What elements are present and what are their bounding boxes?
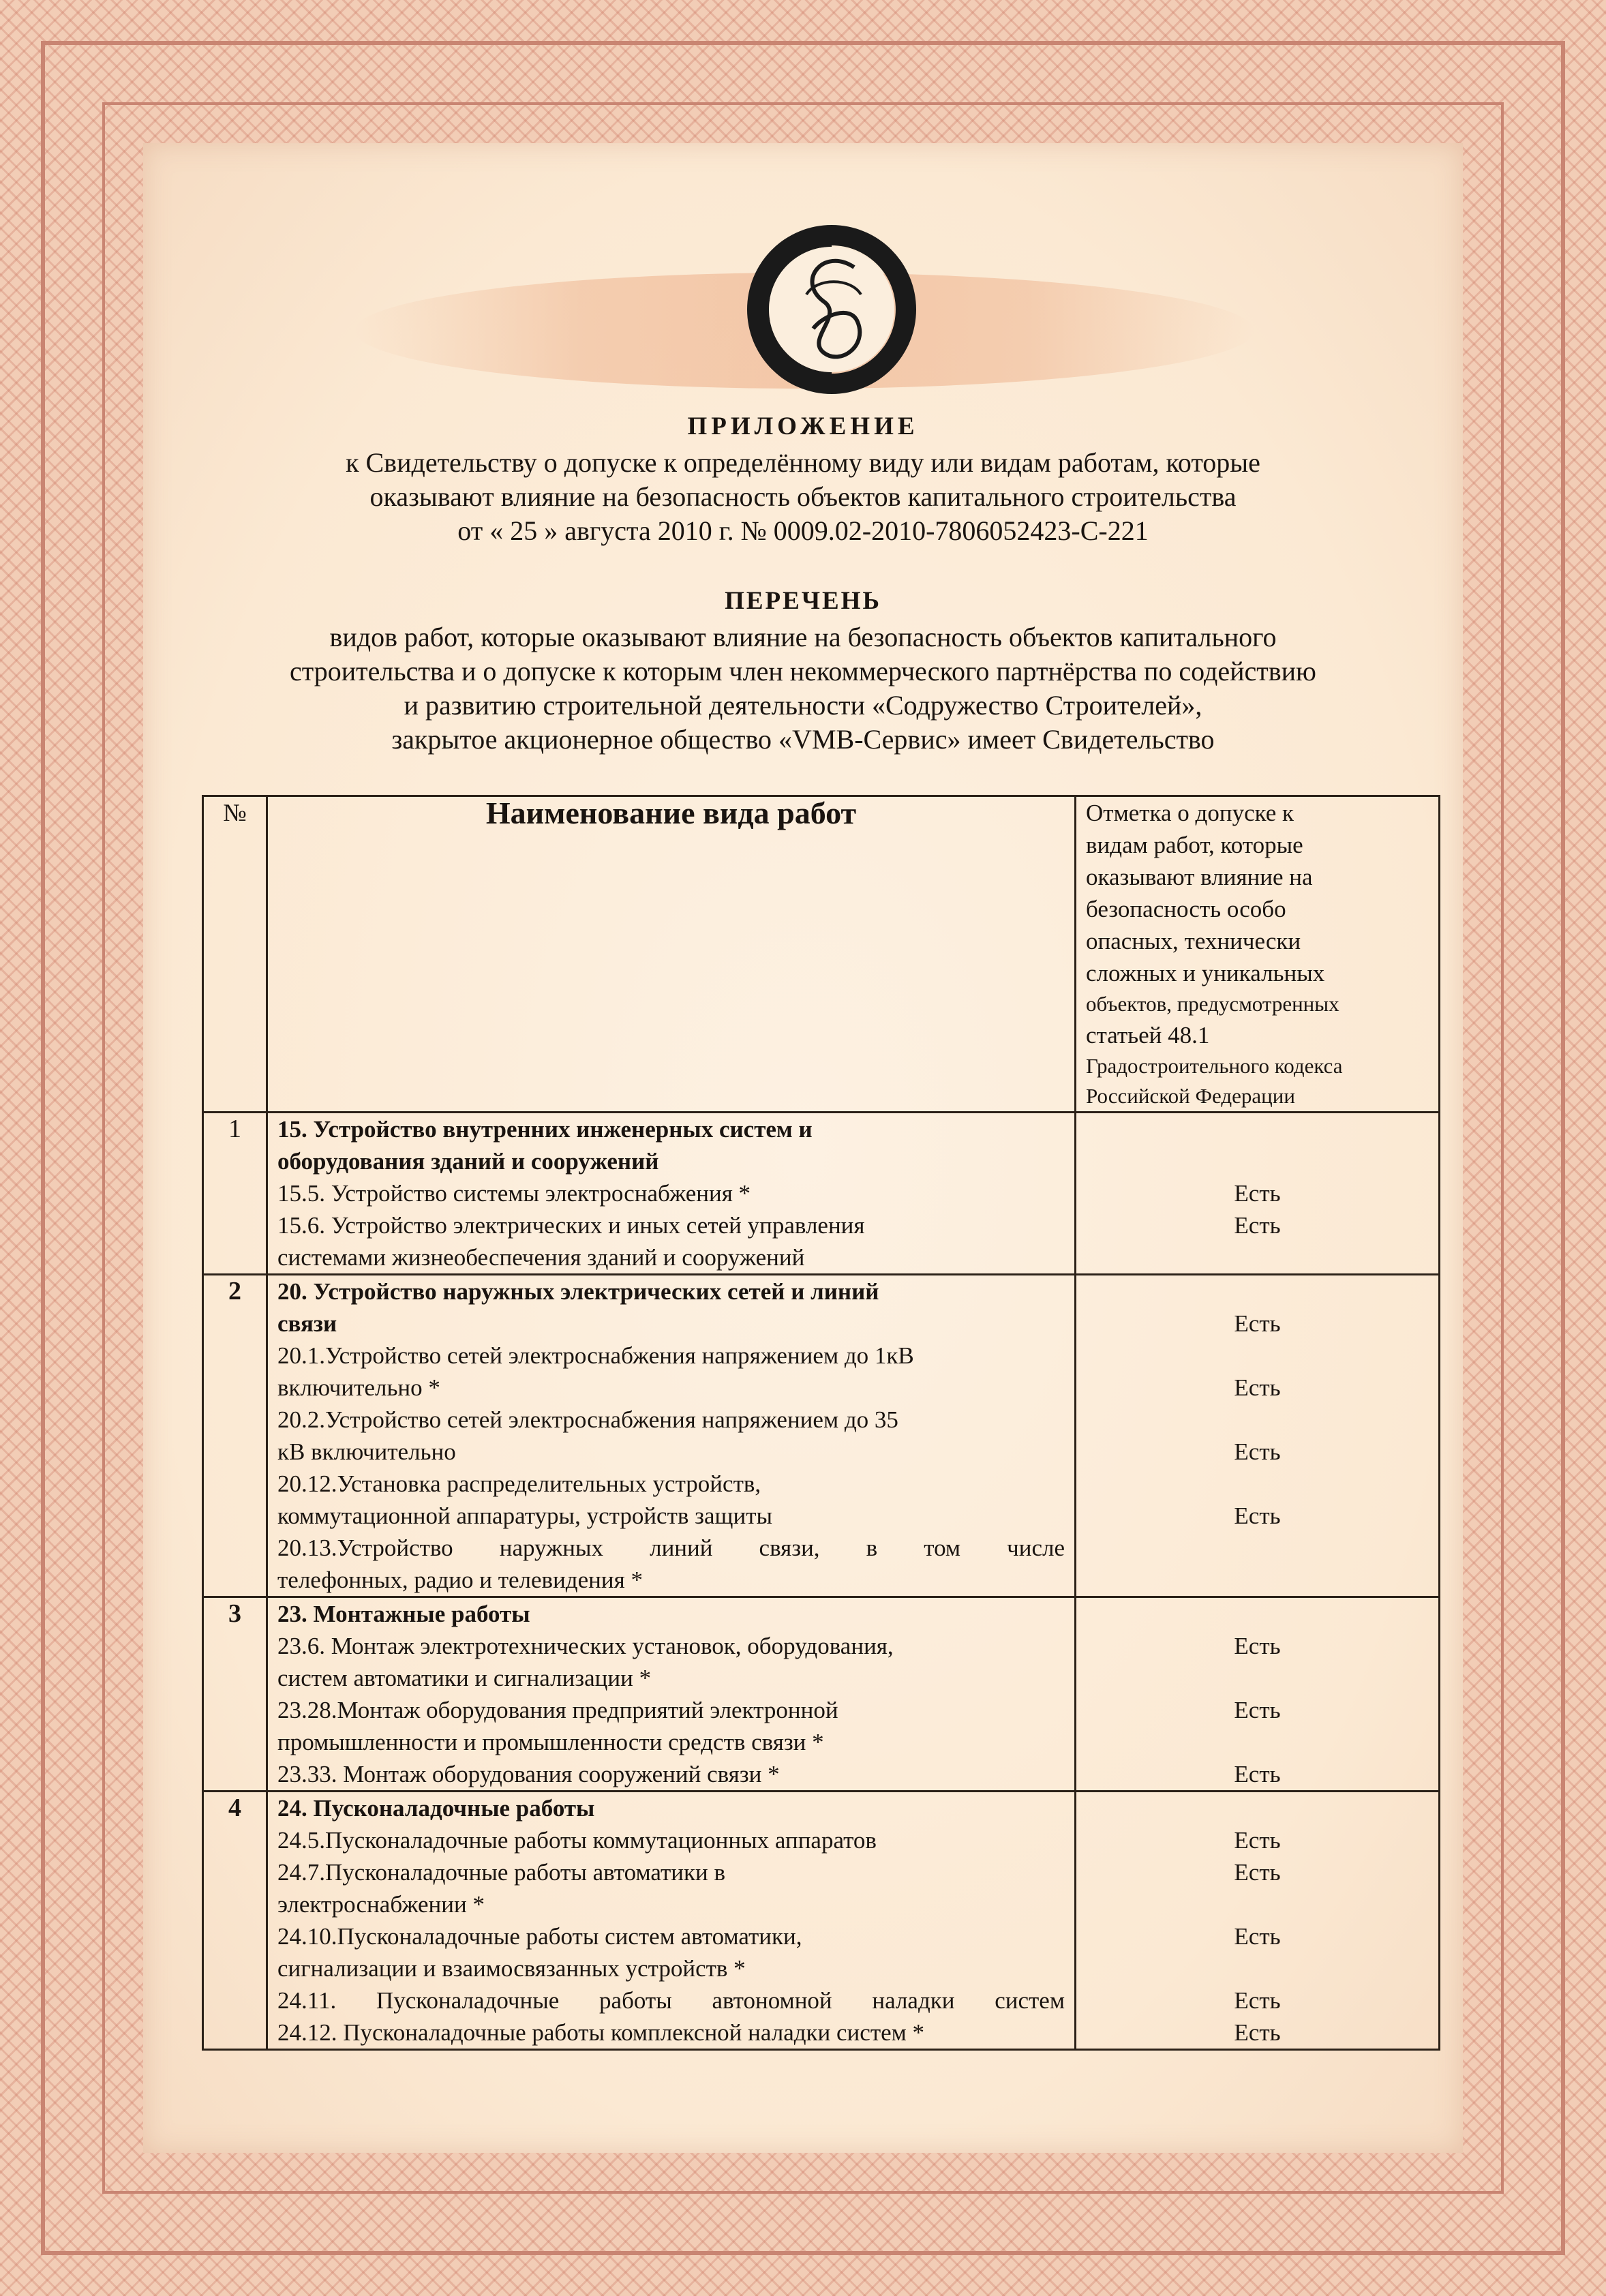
work-item: 24.5.Пусконаладочные работы коммутационных аппаратов xyxy=(277,1827,877,1854)
mark-header-line: Отметка о допуске к xyxy=(1086,800,1294,826)
work-item: включительно * xyxy=(277,1374,440,1401)
work-group-title: 20. Устройство наружных электрических сетей и линий xyxy=(277,1278,879,1305)
row-number: 2 xyxy=(203,1275,267,1597)
work-group-title: 24. Пусконаладочные работы xyxy=(277,1795,595,1822)
work-marks xyxy=(1076,1597,1440,1792)
work-group-title: 23. Монтажные работы xyxy=(277,1601,530,1627)
mark-value: Есть xyxy=(1234,1310,1281,1337)
mark-header-line: видам работ, которые xyxy=(1086,832,1303,858)
mark-value xyxy=(1086,1340,1429,1372)
subtitle-line: к Свидетельству о допуске к определённому виду или видам работам, которые xyxy=(346,447,1260,478)
list-line: закрытое акционерное общество «VMB-Сервис» имеет Свидетельство xyxy=(391,724,1215,755)
mark-value xyxy=(1086,1404,1429,1436)
work-description xyxy=(267,1597,1076,1792)
appendix-subtitle xyxy=(157,446,1449,548)
work-item: 15.5. Устройство системы электроснабжения * xyxy=(277,1180,751,1207)
table-row xyxy=(203,1597,1440,1792)
work-item: кВ включительно xyxy=(277,1438,456,1465)
mark-value xyxy=(1086,1241,1429,1273)
mark-value: Есть xyxy=(1234,1374,1281,1401)
list-line: видов работ, которые оказывают влияние на безопасность объектов капитального xyxy=(329,622,1277,652)
work-item: 20.2.Устройство сетей электроснабжения напряжением до 35 xyxy=(277,1406,898,1433)
mark-header-line: объектов, предусмотренных xyxy=(1086,992,1339,1016)
mark-value xyxy=(1086,1888,1429,1920)
work-item: 23.6. Монтаж электротехнических установок, оборудования, xyxy=(277,1633,894,1659)
works-table xyxy=(202,795,1440,2051)
mark-value xyxy=(1086,1792,1429,1824)
work-item: промышленности и промышленности средств связи * xyxy=(277,1729,824,1755)
mark-value xyxy=(1086,1564,1429,1596)
mark-value: Есть xyxy=(1234,1180,1281,1207)
work-description xyxy=(267,1792,1076,2050)
mark-value: Есть xyxy=(1234,1697,1281,1723)
work-marks xyxy=(1076,1792,1440,2050)
work-group-title: 15. Устройство внутренних инженерных систем и xyxy=(277,1116,813,1143)
mark-header-line: сложных и уникальных xyxy=(1086,960,1325,986)
mark-header-line: Градостроительного кодекса xyxy=(1086,1054,1343,1078)
work-item: 20.1.Устройство сетей электроснабжения напряжением до 1кВ xyxy=(277,1342,914,1369)
column-header-name: Наименование вида работ xyxy=(267,796,1076,1113)
row-number: 3 xyxy=(203,1597,267,1792)
mark-value xyxy=(1086,1275,1429,1308)
row-number: 1 xyxy=(203,1113,267,1275)
mark-header-line: безопасность особо xyxy=(1086,896,1286,922)
work-marks xyxy=(1076,1113,1440,1275)
table-row xyxy=(203,1113,1440,1275)
subtitle-line: оказывают влияние на безопасность объектов капитального строительства xyxy=(369,481,1237,512)
mark-header-line: Российской Федерации xyxy=(1086,1084,1295,1108)
mark-value xyxy=(1086,1662,1429,1694)
work-item: системами жизнеобеспечения зданий и сооружений xyxy=(277,1244,805,1271)
work-item: 23.28.Монтаж оборудования предприятий электронной xyxy=(277,1697,838,1723)
row-number: 4 xyxy=(203,1792,267,2050)
mark-value: Есть xyxy=(1234,1761,1281,1787)
mark-value xyxy=(1086,1726,1429,1758)
work-group-title: оборудования зданий и сооружений xyxy=(277,1148,659,1175)
work-item: телефонных, радио и телевидения * xyxy=(277,1567,643,1593)
work-item: сигнализации и взаимосвязанных устройств * xyxy=(277,1955,746,1982)
column-header-mark xyxy=(1076,796,1440,1113)
mark-value xyxy=(1086,1952,1429,1984)
mark-header-line: статьей 48.1 xyxy=(1086,1022,1210,1048)
work-description xyxy=(267,1113,1076,1275)
mark-value: Есть xyxy=(1234,1987,1281,2014)
work-item: систем автоматики и сигнализации * xyxy=(277,1665,652,1691)
table-row xyxy=(203,1275,1440,1597)
work-item: 23.33. Монтаж оборудования сооружений связи * xyxy=(277,1761,780,1787)
work-item: электроснабжении * xyxy=(277,1891,485,1918)
mark-value xyxy=(1086,1145,1429,1177)
list-description xyxy=(157,620,1449,757)
table-row xyxy=(203,1792,1440,2050)
work-marks xyxy=(1076,1275,1440,1597)
list-title: ПЕРЕЧЕНЬ xyxy=(725,587,881,615)
work-item: 15.6. Устройство электрических и иных сетей управления xyxy=(277,1212,865,1239)
mark-value: Есть xyxy=(1234,1859,1281,1886)
list-line: и развитию строительной деятельности «Содружество Строителей», xyxy=(404,690,1202,721)
mark-value: Есть xyxy=(1234,1827,1281,1854)
sodruzhestvo-logo-icon xyxy=(742,220,922,399)
mark-value: Есть xyxy=(1234,1633,1281,1659)
list-line: строительства и о допуске к которым член некоммерческого партнёрства по содействию xyxy=(290,656,1316,686)
mark-value: Есть xyxy=(1234,1438,1281,1465)
mark-value xyxy=(1086,1468,1429,1500)
mark-value: Есть xyxy=(1234,1502,1281,1529)
mark-value xyxy=(1086,1598,1429,1630)
work-item: 20.12.Установка распределительных устройств, xyxy=(277,1470,761,1497)
work-item: 24.12. Пусконаладочные работы комплексной наладки систем * xyxy=(277,2019,925,2046)
work-item: 24.11. Пусконаладочные работы автономной наладки систем xyxy=(277,1987,1065,2014)
work-group-title: связи xyxy=(277,1310,337,1337)
work-item: 24.7.Пусконаладочные работы автоматики в xyxy=(277,1859,726,1886)
work-item: коммутационной аппаратуры, устройств защиты xyxy=(277,1502,773,1529)
appendix-title: ПРИЛОЖЕНИЕ xyxy=(687,412,919,440)
table-header-row xyxy=(203,796,1440,1113)
work-item: 24.10.Пусконаладочные работы систем автоматики, xyxy=(277,1923,802,1950)
column-header-number: № xyxy=(203,796,267,1113)
mark-value: Есть xyxy=(1234,1212,1281,1239)
mark-value xyxy=(1086,1113,1429,1145)
work-item: 20.13.Устройство наружных линий связи, в том числе xyxy=(277,1535,1065,1561)
work-description xyxy=(267,1275,1076,1597)
mark-value xyxy=(1086,1532,1429,1564)
mark-header-line: опасных, технически xyxy=(1086,928,1301,954)
mark-header-line: оказывают влияние на xyxy=(1086,864,1313,890)
mark-value: Есть xyxy=(1234,1923,1281,1950)
subtitle-line: от « 25 » августа 2010 г. № 0009.02-2010-7806052423-С-221 xyxy=(457,515,1149,546)
mark-value: Есть xyxy=(1234,2019,1281,2046)
